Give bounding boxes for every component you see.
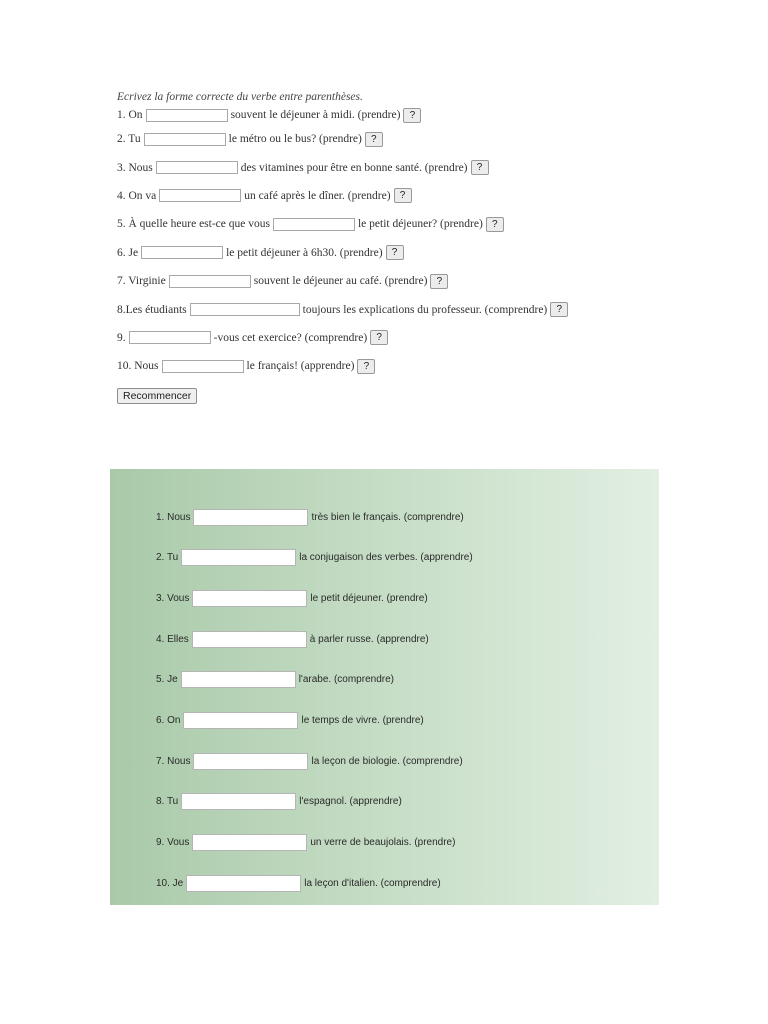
answer-input[interactable] [273,218,355,231]
hint-button[interactable]: ? [370,330,388,345]
item-prefix: 6. Je [117,246,139,259]
item-suffix: l'arabe. (comprendre) [298,674,394,686]
answer-input[interactable] [181,549,296,566]
item-suffix: la conjugaison des verbes. (apprendre) [299,552,473,564]
answer-input[interactable] [181,671,296,688]
answer-input[interactable] [129,331,211,344]
exercise-2-item [156,751,463,771]
item-prefix: 7. Nous [156,755,191,767]
item-prefix: 2. Tu [117,133,141,146]
item-suffix: le petit déjeuner. (prendre) [310,592,428,604]
exercise-2-item [156,833,455,853]
item-prefix: 3. Vous [156,592,190,604]
item-prefix: 3. Nous [117,161,153,174]
answer-input[interactable] [146,109,228,122]
exercise-1-item [117,210,677,238]
answer-input[interactable] [141,246,223,259]
item-prefix: 1. On [117,109,143,121]
answer-input[interactable] [193,753,308,770]
item-suffix: le temps de vivre. (prendre) [301,715,424,726]
exercise-1-item [117,182,677,210]
exercise-2-item [156,588,428,608]
item-suffix: un café après le dîner. (prendre) [244,189,391,202]
item-suffix: à parler russe. (apprendre) [309,633,429,645]
exercise-1-item [117,105,677,125]
item-prefix: 5. À quelle heure est-ce que vous [117,218,270,231]
answer-input[interactable] [144,133,226,146]
item-prefix: 8.Les étudiants [117,303,187,316]
item-suffix: très bien le français. (comprendre) [311,511,464,523]
answer-input[interactable] [156,161,238,174]
exercise-2-item [156,873,441,893]
item-suffix: des vitamines pour être en bonne santé. (prendre) [240,161,468,174]
answer-input[interactable] [162,360,244,373]
answer-input[interactable] [192,590,307,607]
item-suffix: le français! (apprendre) [246,360,355,373]
hint-button[interactable]: ? [386,245,404,260]
hint-button[interactable]: ? [430,274,448,289]
exercise-2-item [156,507,464,527]
item-prefix: 9. Vous [156,837,190,849]
exercise-1-item [117,153,677,181]
item-suffix: l'espagnol. (apprendre) [299,796,402,808]
exercise-2-item [156,670,394,690]
exercise-1 [117,90,677,381]
exercise-1-item [117,295,677,323]
item-suffix: la leçon d'italien. (comprendre) [304,877,441,889]
item-prefix: 5. Je [156,674,178,686]
item-suffix: le petit déjeuner? (prendre) [357,218,483,231]
answer-input[interactable] [169,275,251,288]
item-suffix: souvent le déjeuner au café. (prendre) [253,275,428,288]
hint-button[interactable]: ? [357,359,375,374]
answer-input[interactable] [192,834,307,851]
item-prefix: 4. Elles [156,633,189,645]
answer-input[interactable] [159,189,241,202]
exercise-2-item [156,711,424,731]
exercise-1-item [117,324,677,352]
hint-button[interactable]: ? [394,188,412,203]
exercise-2-item [156,629,429,649]
item-suffix: un verre de beaujolais. (prendre) [310,837,456,849]
item-prefix: 7. Virginie [117,275,166,288]
item-prefix: 4. On va [117,189,157,202]
answer-input[interactable] [181,793,296,810]
item-prefix: 6. On [156,715,181,726]
item-prefix: 10. Je [156,877,184,889]
item-suffix: toujours les explications du professeur. (comprendre) [302,303,548,316]
exercise-2-panel [110,469,659,905]
exercise-2-item [156,548,473,568]
hint-button[interactable]: ? [403,108,421,123]
exercise-1-item [117,267,677,295]
item-suffix: -vous cet exercice? (comprendre) [213,331,368,344]
exercise-2-item [156,792,402,812]
answer-input[interactable] [183,712,298,729]
item-prefix: 1. Nous [156,511,191,523]
answer-input[interactable] [190,303,300,316]
item-prefix: 9. [117,331,126,344]
restart-button[interactable]: Recommencer [117,388,197,404]
hint-button[interactable]: ? [486,217,504,232]
exercise-1-item [117,125,677,153]
item-suffix: la leçon de biologie. (comprendre) [311,755,463,767]
item-suffix: le petit déjeuner à 6h30. (prendre) [226,246,383,259]
answer-input[interactable] [192,631,307,648]
hint-button[interactable]: ? [365,132,383,147]
answer-input[interactable] [193,509,308,526]
hint-button[interactable]: ? [471,160,489,175]
item-suffix: souvent le déjeuner à midi. (prendre) [230,109,401,121]
exercise-1-item [117,352,677,380]
answer-input[interactable] [186,875,301,892]
hint-button[interactable]: ? [550,302,568,317]
item-suffix: le métro ou le bus? (prendre) [228,133,362,146]
exercise-1-rows [117,105,677,381]
item-prefix: 2. Tu [156,552,179,564]
instruction-text: Ecrivez la forme correcte du verbe entre parenthèses. [117,91,363,103]
exercise-1-item [117,239,677,267]
item-prefix: 8. Tu [156,796,179,808]
item-prefix: 10. Nous [117,360,159,373]
